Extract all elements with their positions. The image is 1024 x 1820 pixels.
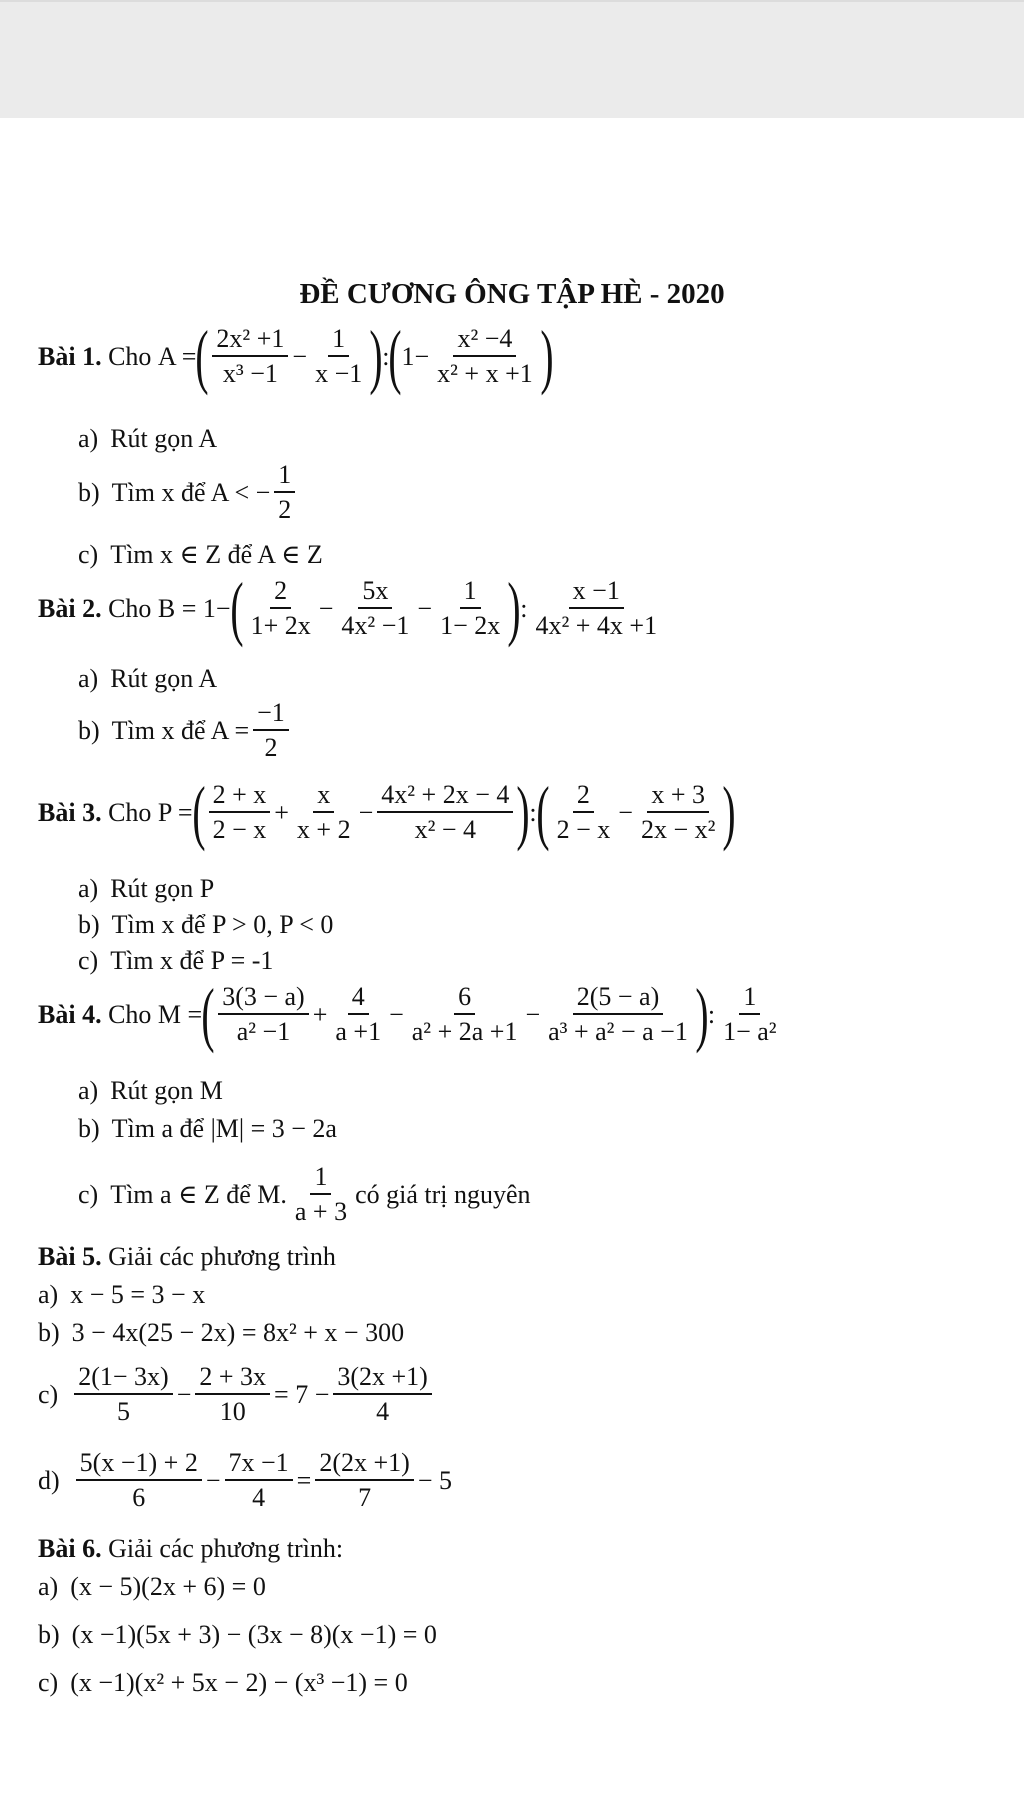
numerator: x −1 — [569, 578, 624, 609]
bai5-label: Bài 5. — [38, 1242, 102, 1271]
bai3-fraction-2 — [293, 782, 355, 843]
numerator: x² −4 — [453, 326, 516, 357]
paren-left: ( — [388, 316, 403, 397]
bai6-label: Bài 6. — [38, 1534, 102, 1563]
bai1-fraction-2 — [311, 326, 366, 387]
item-text: Tìm a để |M| = 3 − 2a — [111, 1114, 337, 1143]
item-text: Tìm x ∈ Z để A ∈ Z — [110, 540, 323, 569]
bai4-item-b — [78, 1114, 337, 1144]
denominator: 4 — [376, 1397, 390, 1426]
bai2-cho: Cho — [108, 593, 152, 623]
bai1-statement — [38, 316, 554, 397]
bai5-d-fraction-1 — [76, 1450, 202, 1511]
bai1-lhs: A = — [157, 341, 197, 371]
bai1-fraction-1 — [212, 326, 288, 387]
bai4-fraction-5 — [719, 984, 781, 1045]
bai2-item-b — [78, 700, 293, 761]
bai6-item-c — [38, 1668, 408, 1698]
bai5-item-a — [38, 1280, 205, 1310]
denominator: x −1 — [315, 359, 363, 388]
bai4-fraction-1 — [218, 984, 309, 1045]
bai4-item-c — [78, 1164, 531, 1225]
numerator: −1 — [253, 700, 289, 731]
denominator: x³ −1 — [222, 359, 278, 388]
bai4-fraction-2 — [331, 984, 385, 1045]
operator: + — [274, 797, 289, 827]
bai2-b-fraction — [253, 700, 289, 761]
bai5-d-fraction-3 — [315, 1450, 413, 1511]
paren-left: ( — [229, 568, 244, 649]
item-text: Rút gọn M — [110, 1076, 223, 1105]
numerator: 1 — [460, 578, 481, 609]
paren-right: ) — [516, 772, 530, 853]
item-text: (x −1)(x² + 5x − 2) − (x³ −1) = 0 — [70, 1668, 408, 1697]
bai2-statement — [38, 568, 665, 649]
item-text: Tìm a ∈ Z để M. — [110, 1179, 287, 1209]
bai6-statement — [38, 1534, 343, 1564]
numerator: 3(2x +1) — [333, 1364, 431, 1395]
paren-left: ( — [191, 772, 206, 853]
operator: : — [382, 341, 390, 371]
item-text: Tìm x để P = -1 — [110, 946, 274, 975]
bai2-label: Bài 2. — [38, 593, 102, 623]
denominator: 4x² −1 — [341, 611, 410, 640]
bai5-c-fraction-1 — [74, 1364, 172, 1425]
operator: − — [292, 341, 308, 371]
operator: − — [318, 593, 334, 623]
paren-left: ( — [201, 974, 215, 1055]
bai4-lhs: M = — [157, 999, 203, 1029]
denominator: 2 — [264, 733, 278, 762]
item-text: 3 − 4x(25 − 2x) = 8x² + x − 300 — [71, 1318, 405, 1347]
numerator: 2 + x — [209, 782, 271, 813]
bai1-item-a — [78, 424, 217, 454]
bai1-item-c — [78, 540, 323, 570]
denominator: 2 − x — [556, 815, 611, 844]
item-text: Rút gọn A — [110, 664, 218, 693]
paren-right: ) — [540, 316, 554, 397]
paren-left: ( — [195, 316, 210, 397]
item-index: b) — [78, 715, 100, 745]
numerator: 3(3 − a) — [218, 984, 309, 1015]
bai6-item-a — [38, 1572, 266, 1602]
bai4-label: Bài 4. — [38, 999, 102, 1029]
denominator: a² + 2a +1 — [411, 1017, 518, 1046]
bai6-item-b — [38, 1620, 437, 1650]
paren-right: ) — [722, 772, 736, 853]
bai1-label: Bài 1. — [38, 341, 102, 371]
bai3-fraction-3 — [377, 782, 513, 843]
bai5-text: Giải các phương trình — [108, 1242, 336, 1271]
item-index: c) — [78, 946, 99, 975]
bai5-item-c — [38, 1364, 436, 1425]
item-text: Tìm x để A = — [111, 715, 250, 745]
numerator: 2x² +1 — [212, 326, 288, 357]
operator: − — [618, 797, 633, 827]
numerator: 4x² + 2x − 4 — [377, 782, 513, 813]
item-index: a) — [78, 1076, 99, 1105]
bai5-c-fraction-2 — [195, 1364, 270, 1425]
item-index: b) — [78, 910, 100, 939]
item-text: Rút gọn A — [110, 424, 218, 453]
bai2-lhs: B = 1− — [157, 593, 231, 623]
bai3-fraction-4 — [553, 782, 615, 843]
denominator: 10 — [219, 1397, 246, 1426]
operator: = 7 − — [274, 1379, 330, 1409]
numerator: 1 — [274, 462, 295, 493]
bai1-b-fraction — [274, 462, 295, 523]
denominator: a +1 — [335, 1017, 382, 1046]
item-index: b) — [38, 1620, 60, 1649]
numerator: 1 — [739, 984, 760, 1015]
bai2-fraction-3 — [436, 578, 504, 639]
denominator: 1− 2x — [440, 611, 501, 640]
bai3-item-a — [78, 874, 214, 904]
numerator: 1 — [328, 326, 349, 357]
bai4-fraction-3 — [408, 984, 522, 1045]
bai5-statement — [38, 1242, 336, 1272]
operator: : — [707, 999, 716, 1029]
numerator: 1 — [310, 1164, 331, 1195]
bai4-statement — [38, 974, 785, 1055]
item-index: c) — [78, 1179, 99, 1209]
bai1-fraction-3 — [433, 326, 537, 387]
numerator: 2 — [573, 782, 594, 813]
item-index: b) — [78, 1114, 100, 1143]
operator: − 5 — [417, 1465, 452, 1495]
numerator: 5x — [358, 578, 392, 609]
bai4-item-a — [78, 1076, 223, 1106]
denominator: 1− a² — [723, 1017, 777, 1046]
bai6-text: Giải các phương trình: — [108, 1534, 344, 1563]
bai5-item-b — [38, 1318, 404, 1348]
bai1-item-b — [78, 462, 299, 523]
operator: − — [205, 1465, 221, 1495]
numerator: 2 + 3x — [195, 1364, 270, 1395]
denominator: 6 — [132, 1483, 146, 1512]
denominator: a + 3 — [294, 1197, 348, 1226]
bai3-fraction-5 — [637, 782, 719, 843]
item-text: Tìm x để P > 0, P < 0 — [111, 910, 334, 939]
denominator: a² −1 — [236, 1017, 291, 1046]
numerator: 7x −1 — [225, 1450, 293, 1481]
item-index: a) — [78, 874, 99, 903]
denominator: 2 − x — [212, 815, 267, 844]
denominator: 7 — [358, 1483, 372, 1512]
item-index: d) — [38, 1465, 60, 1495]
operator: − — [389, 999, 404, 1029]
numerator: x — [313, 782, 334, 813]
numerator: 4 — [348, 984, 369, 1015]
numerator: 2(5 − a) — [573, 984, 664, 1015]
item-index: a) — [38, 1280, 59, 1309]
term: 1− — [401, 341, 430, 371]
item-text: Rút gọn P — [110, 874, 215, 903]
operator: + — [312, 999, 328, 1029]
operator: : — [529, 797, 537, 827]
paren-right: ) — [695, 974, 709, 1055]
operator: − — [176, 1379, 192, 1409]
bai2-item-a — [78, 664, 217, 694]
operator: − — [358, 797, 374, 827]
bai4-fraction-4 — [544, 984, 692, 1045]
bai2-fraction-2 — [337, 578, 413, 639]
item-index: c) — [38, 1668, 59, 1697]
denominator: 2 — [278, 495, 292, 524]
item-text: x − 5 = 3 − x — [70, 1280, 206, 1309]
numerator: 5(x −1) + 2 — [76, 1450, 202, 1481]
numerator: 2(2x +1) — [315, 1450, 413, 1481]
bai2-fraction-4 — [531, 578, 661, 639]
paren-right: ) — [369, 316, 383, 397]
numerator: 2(1− 3x) — [74, 1364, 172, 1395]
bai4-c-fraction — [291, 1164, 351, 1225]
denominator: 2x − x² — [640, 815, 716, 844]
bai1-cho: Cho — [108, 341, 152, 371]
bai5-c-fraction-3 — [333, 1364, 431, 1425]
denominator: 4 — [252, 1483, 266, 1512]
bai5-item-d — [38, 1450, 452, 1511]
item-index: b) — [78, 477, 100, 507]
numerator: 2 — [270, 578, 291, 609]
item-text: (x −1)(5x + 3) − (3x − 8)(x −1) = 0 — [71, 1620, 437, 1649]
item-index: b) — [38, 1318, 60, 1347]
item-text: Tìm x để A < − — [111, 477, 271, 507]
operator: = — [296, 1465, 312, 1495]
denominator: 5 — [116, 1397, 130, 1426]
bai3-item-b — [78, 910, 333, 940]
denominator: x² + x +1 — [437, 359, 533, 388]
numerator: 6 — [454, 984, 475, 1015]
paren-right: ) — [507, 568, 521, 649]
numerator: x + 3 — [647, 782, 709, 813]
item-index: c) — [78, 540, 99, 569]
denominator: 1+ 2x — [250, 611, 311, 640]
item-text: (x − 5)(2x + 6) = 0 — [70, 1572, 266, 1601]
bai3-lhs: P = — [157, 797, 193, 827]
operator: − — [417, 593, 433, 623]
bai3-statement — [38, 772, 736, 853]
denominator: a³ + a² − a −1 — [548, 1017, 688, 1046]
denominator: x + 2 — [296, 815, 351, 844]
item-index: a) — [78, 424, 99, 453]
bai3-fraction-1 — [209, 782, 271, 843]
operator: : — [520, 593, 528, 623]
bai4-cho: Cho — [108, 999, 152, 1029]
item-index: a) — [38, 1572, 59, 1601]
denominator: x² − 4 — [414, 815, 477, 844]
bai5-d-fraction-2 — [225, 1450, 293, 1511]
denominator: 4x² + 4x +1 — [535, 611, 658, 640]
paren-left: ( — [536, 772, 550, 853]
item-text-post: có giá trị nguyên — [355, 1179, 531, 1209]
bai3-label: Bài 3. — [38, 797, 102, 827]
bai2-fraction-1 — [247, 578, 315, 639]
item-index: a) — [78, 664, 99, 693]
operator: − — [525, 999, 541, 1029]
bai3-item-c — [78, 946, 273, 976]
item-index: c) — [38, 1379, 59, 1409]
document-title: ĐỀ CƯƠNG ÔNG TẬP HÈ - 2020 — [299, 278, 725, 310]
bai3-cho: Cho — [108, 797, 152, 827]
